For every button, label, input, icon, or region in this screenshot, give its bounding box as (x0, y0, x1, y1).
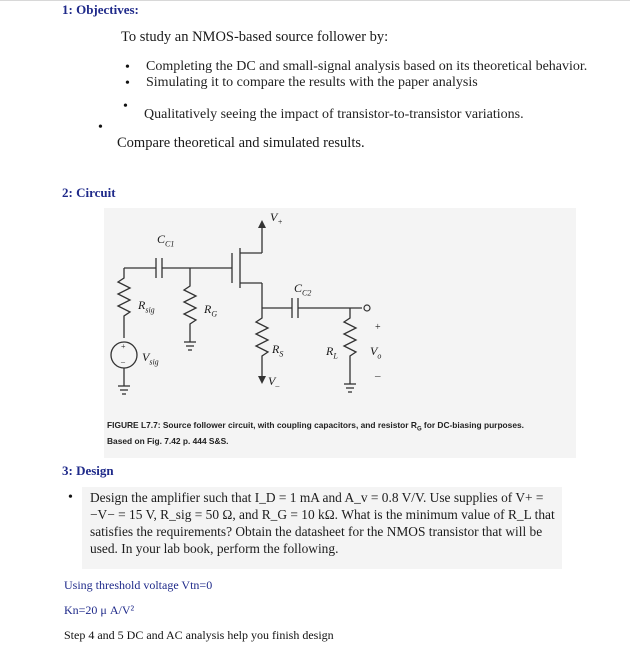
vminus-label: $V_-$ (268, 374, 280, 391)
objective-item-2: Simulating it to compare the results with the paper analysis (146, 75, 478, 90)
output-minus-sign: – (375, 370, 381, 382)
objectives-intro: To study an NMOS-based source follower by: (121, 29, 389, 45)
rsig-label: $R_{sig}$ (138, 298, 155, 315)
figure-caption: FIGURE L7.7: Source follower circuit, with coupling capacitors, and resistor $R_G$ for DC-biasing purposes. Based on Fig. 7.42 p. 444 S&S. (107, 420, 524, 446)
design-heading: 3: Design (62, 463, 114, 478)
caption-reference: Based on Fig. 7.42 p. 444 S&S. (107, 435, 229, 446)
vo-label: $V_o$ (370, 344, 382, 361)
bullet-dot-3: • (123, 99, 128, 114)
design-requirements: Design the amplifier such that I_D = 1 mA and A_v = 0.8 V/V. Use supplies of V+ = −V− = 15 V, R_sig = 50 Ω, and R_G = 10 kΩ. What is the minimum value of R_L that satisfies the requirements? Obtain the datasheet for the NMOS transistor that will be used. In your lab book, perform the following. (90, 490, 555, 556)
threshold-voltage-note: Using threshold voltage Vtn=0 (64, 578, 213, 592)
top-divider (0, 0, 630, 1)
objective-item-3: Qualitatively seeing the impact of transistor-to-transistor variations. (144, 107, 524, 122)
output-plus-sign: + (375, 322, 381, 333)
cc2-label: $C_{C2}$ (294, 281, 312, 298)
bullet-dot-1: • (125, 60, 130, 75)
rg-label: $R_G$ (204, 302, 218, 319)
rs-label: $R_S$ (272, 342, 284, 359)
kn-note: Kn=20 μ A/V² (64, 603, 135, 617)
circuit-heading: 2: Circuit (62, 185, 116, 200)
steps-note: Step 4 and 5 DC and AC analysis help you finish design (64, 628, 334, 642)
bullet-dot-2: • (125, 76, 130, 91)
bullet-dot-4: • (98, 120, 103, 135)
objectives-heading: 1: Objectives: (62, 2, 139, 17)
design-bullet-dot: • (68, 490, 73, 505)
vplus-label: $V_+$ (270, 210, 283, 227)
objective-item-1: Completing the DC and small-signal analysis based on its theoretical behavior. (146, 59, 588, 74)
source-minus-sign: – (121, 357, 125, 366)
cc1-label: $C_{C1}$ (157, 232, 175, 249)
vsig-label: $V_{sig}$ (142, 350, 159, 367)
rl-label: $R_L$ (326, 344, 338, 361)
compare-results: Compare theoretical and simulated results. (117, 135, 365, 151)
source-plus-sign: + (121, 342, 126, 351)
